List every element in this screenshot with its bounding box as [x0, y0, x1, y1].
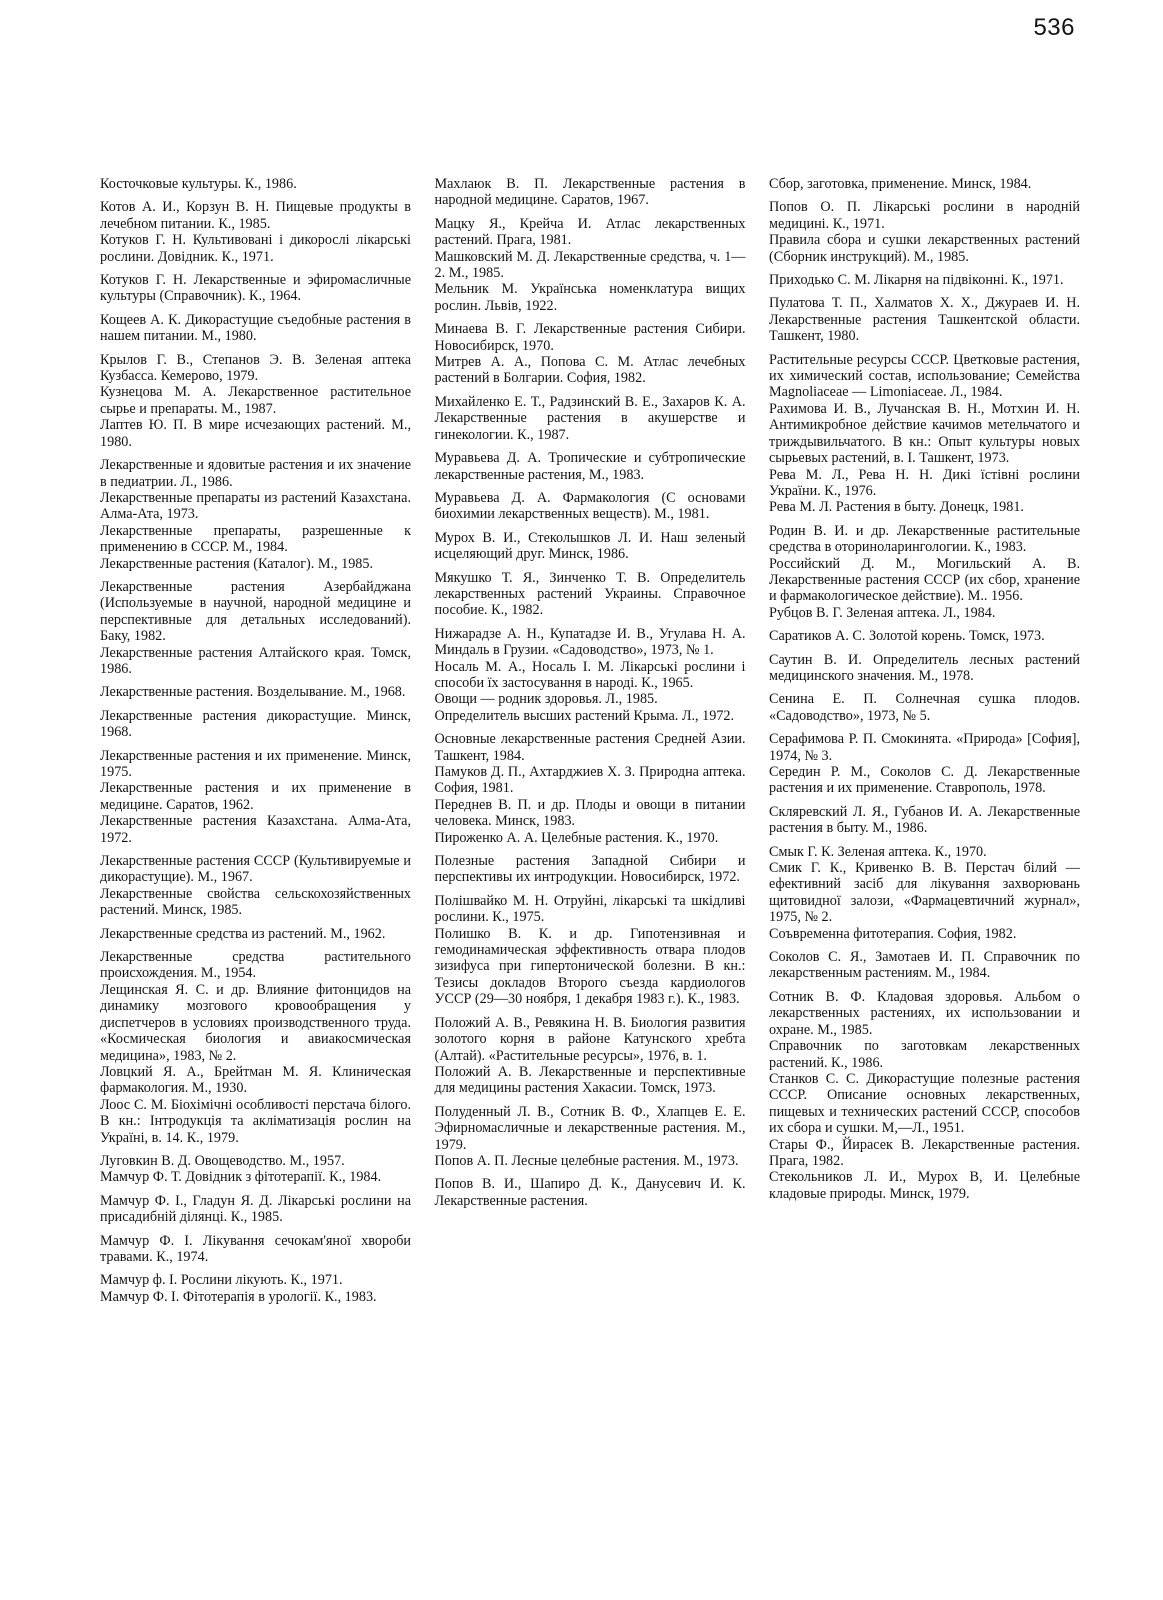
- bibliography-column-2: [435, 176, 746, 1305]
- bibliography-entry: Рубцов В. Г. Зеленая аптека. Л., 1984.: [769, 604, 996, 621]
- bibliography-entry: Соколов С. Я., Замотаев И. П. Справочник по лекарственным растениям. М., 1984.: [769, 949, 1080, 982]
- bibliography-entry: Лекарственные растения Азербайджана (Используемые в научной, народной медицине и перспективные для детальных исследований). Баку, 1982.: [100, 578, 411, 645]
- bibliography-entry: Пулатова Т. П., Халматов Х. Х., Джураев И. Н. Лекарственные растения Ташкентской области. Ташкент, 1980.: [769, 295, 1080, 345]
- bibliography-entry: Нижарадзе А. Н., Купатадзе И. В., Угулава Н. А. Миндаль в Грузии. «Садоводство», 1973, № 1.: [434, 625, 746, 659]
- bibliography-entry: Полішвайко М. Н. Отруйні, лікарські та шкідливі рослини. К., 1975.: [434, 892, 746, 926]
- bibliography-entry: Сотник В. Ф. Кладовая здоровья. Альбом о лекарственных растениях, их использовании и охране. М., 1985.: [769, 988, 1080, 1038]
- bibliography-entry: Попов О. П. Лікарські рослини в народній медицині. К., 1971.: [769, 199, 1080, 232]
- bibliography-entry: Михайленко Е. Т., Радзинский В. Е., Захаров К. А. Лекарственные растения в акушерстве и гинекологии. К., 1987.: [434, 393, 746, 443]
- page-number: 536: [1033, 14, 1075, 41]
- bibliography-entry: Стары Ф., Йирасек В. Лекарственные растения. Прага, 1982.: [769, 1136, 1080, 1169]
- bibliography-entry: Котуков Г. Н. Культивовані і дикорослі лікарські рослини. Довідник. К., 1971.: [100, 232, 411, 265]
- bibliography-entry: Мурох В. И., Стеколышков Л. И. Наш зеленый исцеляющий друг. Минск, 1986.: [434, 529, 746, 563]
- bibliography-entry: Лекарственные средства растительного происхождения. М., 1954.: [100, 949, 411, 982]
- bibliography-entry: Справочник по заготовкам лекарственных растений. К., 1986.: [769, 1038, 1080, 1071]
- bibliography-entry: Лекарственные препараты, разрешенные к применению в СССР. М., 1984.: [100, 522, 411, 556]
- bibliography-entry: Муравьева Д. А. Тропические и субтропические лекарственные растения, М., 1983.: [434, 450, 746, 483]
- bibliography-entry: Приходько С. М. Лікарня на підвіконні. К., 1971.: [769, 272, 1064, 289]
- bibliography-entry: Полишко В. К. и др. Гипотензивная и гемодинамическая эффективность отвара плодов зизифуса при гипертонической болезни. В кн.: Тезисы докладов Второго съезда кардиологов УССР (29—30 ноября, 1 декабря 1983 г.). К., 1983.: [434, 925, 746, 1008]
- bibliography-entry: Середин Р. М., Соколов С. Д. Лекарственные растения и их применение. Ставрополь, 1978.: [769, 764, 1080, 797]
- bibliography-entry: Рева М. Л., Рева Н. Н. Дикі їстівні рослини України. К., 1976.: [769, 466, 1080, 499]
- bibliography-entry: Памуков Д. П., Ахтарджиев Х. З. Природна аптека. София, 1981.: [434, 764, 746, 797]
- bibliography-entry: Стекольников Л. И., Мурох В, И. Целебные кладовые природы. Минск, 1979.: [769, 1169, 1080, 1202]
- bibliography-entry: Мельник М. Українська номенклатура вищих рослин. Львів, 1922.: [434, 281, 746, 314]
- bibliography-entry: Станков С. С. Дикорастущие полезные растения СССР. Описание основных лекарственных, пищевых и технических растений СССР, способов их сбора и сушки. М,—Л., 1951.: [769, 1070, 1080, 1137]
- bibliography-entry: Попов В. И., Шапиро Д. К., Данусевич И. К. Лекарственные растения.: [434, 1176, 746, 1209]
- bibliography-entry: Луговкин В. Д. Овощеводство. М., 1957.: [100, 1152, 345, 1169]
- bibliography-entry: Лещинская Я. С. и др. Влияние фитонцидов на динамику мозгового кровообращения у диспетчеров в условиях производственного труда. «Космическая биология и авиакосмическая медицина», 1983, № 2.: [100, 981, 411, 1064]
- bibliography-entry: Мамчур Ф. Т. Довідник з фітотерапії. К., 1984.: [100, 1169, 382, 1186]
- bibliography-columns: [100, 176, 1080, 1305]
- bibliography-entry: Косточковые культуры. К., 1986.: [100, 176, 297, 192]
- bibliography-entry: Мацку Я., Крейча И. Атлас лекарственных растений. Прага, 1981.: [434, 215, 746, 249]
- bibliography-entry: Определитель высших растений Крыма. Л., 1972.: [434, 707, 735, 724]
- bibliography-entry: Рахимова И. В., Лучанская В. Н., Мотхин И. Н. Антимикробное действие качимов метельчатого и триждывильчатого. В кн.: Опыт культуры новых сырьевых растений, в. І. Ташкент, 1973.: [769, 400, 1080, 467]
- bibliography-entry: Махлаюк В. П. Лекарственные растения в народной медицине. Саратов, 1967.: [434, 176, 746, 209]
- bibliography-entry: Рева М. Л. Растения в быту. Донецк, 1981.: [769, 499, 1024, 516]
- bibliography-entry: Серафимова Р. П. Смокинята. «Природа» [София], 1974, № 3.: [769, 731, 1080, 764]
- bibliography-entry: Котуков Г. Н. Лекарственные и эфиромасличные культуры (Справочник). К., 1964.: [100, 272, 411, 305]
- bibliography-entry: Лекарственные растения СССР (Культивируемые и дикорастущие). М., 1967.: [100, 853, 411, 886]
- bibliography-entry: Попов А. П. Лесные целебные растения. М., 1973.: [434, 1152, 739, 1169]
- bibliography-entry: Лекарственные и ядовитые растения и их значение в педиатрии. Л., 1986.: [100, 457, 411, 490]
- bibliography-entry: Российский Д. М., Могильский А. В. Лекарственные растения СССР (их сбор, хранение и фармакологическое действие). М.. 1956.: [769, 555, 1080, 605]
- bibliography-entry: Полезные растения Западной Сибири и перспективы их интродукции. Новосибирск, 1972.: [434, 853, 746, 886]
- bibliography-entry: Лекарственные средства из растений. М., 1962.: [100, 925, 386, 942]
- bibliography-entry: Лекарственные растения и их применение в медицине. Саратов, 1962.: [100, 780, 411, 813]
- bibliography-entry: Родин В. И. и др. Лекарственные растительные средства в оториноларингологии. К., 1983.: [769, 522, 1080, 556]
- bibliography-entry: Скляревский Л. Я., Губанов И. А. Лекарственные растения в быту. М., 1986.: [769, 803, 1080, 837]
- bibliography-entry: Котов А. И., Корзун В. Н. Пищевые продукты в лечебном питании. К., 1985.: [100, 199, 411, 232]
- bibliography-entry: Растительные ресурсы СССР. Цветковые растения, их химический состав, использование; Семейства Magnoliaceae — Limoniaceae. Л., 1984.: [769, 351, 1080, 401]
- bibliography-entry: Лекарственные препараты из растений Казахстана. Алма-Ата, 1973.: [100, 489, 411, 523]
- bibliography-column-1: [100, 176, 411, 1305]
- bibliography-entry: Машковский М. Д. Лекарственные средства, ч. 1—2. М., 1985.: [434, 248, 746, 282]
- bibliography-entry: Мамчур Ф. І. Фітотерапія в урології. К., 1983.: [100, 1288, 377, 1305]
- bibliography-entry: Муравьева Д. А. Фармакология (С основами биохимии лекарственных веществ). М., 1981.: [434, 489, 746, 523]
- bibliography-entry: Переднев В. П. и др. Плоды и овощи в питании человека. Минск, 1983.: [434, 796, 746, 830]
- bibliography-entry: Положий А. В., Ревякина Н. В. Биология развития золотого корня в районе Катунского хребта (Алтай). «Растительные ресурсы», 1976, в. 1.: [434, 1014, 746, 1064]
- bibliography-entry: Крылов Г. В., Степанов Э. В. Зеленая аптека Кузбасса. Кемерово, 1979.: [100, 351, 411, 385]
- bibliography-entry: Носаль М. А., Носаль І. М. Лікарські рослини і способи їх застосування в народі. К., 1965.: [434, 658, 746, 691]
- bibliography-entry: Пироженко А. А. Целебные растения. К., 1970.: [434, 829, 719, 846]
- bibliography-entry: Лекарственные растения Алтайского края. Томск, 1986.: [100, 644, 411, 677]
- bibliography-column-3: [769, 176, 1080, 1305]
- bibliography-entry: Смик Г. К., Кривенко В. В. Перстач білий — ефективний засіб для лікування захворювань щитовидної залози, «Фармацевтичний журнал», 1975, № 2.: [769, 860, 1080, 926]
- bibliography-entry: Кузнецова М. А. Лекарственное растительное сырье и препараты. М., 1987.: [100, 384, 411, 417]
- bibliography-entry: Лекарственные растения дикорастущие. Минск, 1968.: [100, 707, 411, 741]
- bibliography-entry: Соъвременна фитотерапия. София, 1982.: [769, 925, 1017, 942]
- bibliography-entry: Полуденный Л. В., Сотник В. Ф., Хлапцев Е. Е. Эфирномасличные и лекарственные растения. М., 1979.: [434, 1103, 746, 1153]
- bibliography-entry: Основные лекарственные растения Средней Азии. Ташкент, 1984.: [434, 731, 746, 764]
- bibliography-entry: Лекарственные растения. Возделывание. М., 1968.: [100, 684, 406, 701]
- bibliography-entry: Лекарственные свойства сельскохозяйственных растений. Минск, 1985.: [100, 885, 411, 919]
- bibliography-entry: Минаева В. Г. Лекарственные растения Сибири. Новосибирск, 1970.: [434, 321, 746, 354]
- bibliography-entry: Митрев А. А., Попова С. М. Атлас лечебных растений в Болгарии. София, 1982.: [434, 354, 746, 387]
- bibliography-entry: Мамчур ф. І. Рослини лікують. К., 1971.: [100, 1272, 343, 1289]
- bibliography-entry: Лекарственные растения Казахстана. Алма-Ата, 1972.: [100, 813, 411, 846]
- bibliography-entry: Правила сбора и сушки лекарственных растений (Сборник инструкций). М., 1985.: [769, 232, 1080, 265]
- bibliography-entry: Овощи — родник здоровья. Л., 1985.: [434, 691, 658, 708]
- bibliography-entry: Сенина Е. П. Солнечная сушка плодов. «Садоводство», 1973, № 5.: [769, 691, 1080, 724]
- bibliography-entry: Мамчур Ф. І. Лікування сечокам'яної хвороби травами. К., 1974.: [100, 1232, 411, 1265]
- bibliography-entry: Лекарственные растения (Каталог). М., 1985.: [100, 555, 374, 572]
- bibliography-entry: Сбор, заготовка, применение. Минск, 1984.: [769, 176, 1032, 192]
- bibliography-entry: Мякушко Т. Я., Зинченко Т. В. Определитель лекарственных растений Украины. Справочное пособие. К., 1982.: [434, 569, 746, 619]
- bibliography-entry: Саратиков А. С. Золотой корень. Томск, 1973.: [769, 628, 1045, 645]
- bibliography-entry: Лоос С. М. Біохімічні особливості перстача білого. В кн.: Інтродукція та акліматизація рослин на Україні, в. 14. К., 1979.: [100, 1096, 411, 1146]
- bibliography-entry: Кощеев А. К. Дикорастущие съедобные растения в нашем питании. М., 1980.: [100, 311, 411, 345]
- bibliography-entry: Смык Г. К. Зеленая аптека. К., 1970.: [769, 843, 987, 860]
- bibliography-entry: Положий А. В. Лекарственные и перспективные для медицины растения Хакасии. Томск, 1973.: [434, 1063, 746, 1097]
- bibliography-entry: Лекарственные растения и их применение. Минск, 1975.: [100, 747, 411, 780]
- bibliography-entry: Саутин В. И. Определитель лесных растений медицинского значения. М., 1978.: [769, 651, 1080, 684]
- bibliography-entry: Мамчур Ф. І., Гладун Я. Д. Лікарські рослини на присадибній ділянці. К., 1985.: [100, 1192, 411, 1226]
- bibliography-entry: Ловцкий Я. А., Брейтман М. Я. Клиническая фармакология. М., 1930.: [100, 1063, 411, 1097]
- bibliography-entry: Лаптев Ю. П. В мире исчезающих растений. М., 1980.: [100, 417, 411, 450]
